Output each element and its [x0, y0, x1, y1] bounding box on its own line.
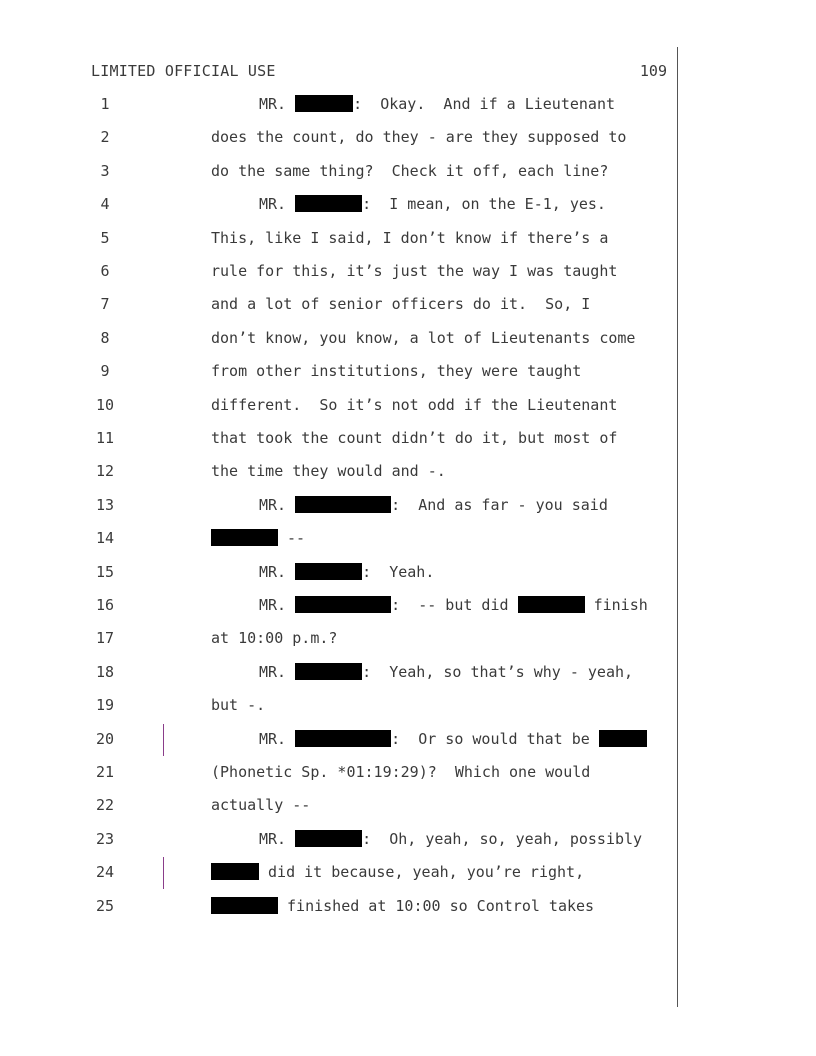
line-text	[211, 897, 594, 915]
redaction-box	[295, 830, 362, 847]
transcript-line	[0, 429, 816, 453]
line-text	[211, 128, 626, 146]
line-text	[211, 529, 305, 547]
line-number: 1	[100, 95, 110, 113]
line-text	[259, 596, 648, 614]
transcript-line	[0, 95, 816, 119]
transcript-line	[0, 396, 816, 420]
transcript-line	[0, 763, 816, 787]
transcript-line	[0, 730, 816, 754]
line-text	[259, 663, 633, 681]
transcript-line	[0, 329, 816, 353]
text-segment: but -.	[211, 696, 266, 714]
line-text	[259, 563, 434, 581]
revision-bar	[163, 724, 164, 756]
text-segment: and a lot of senior officers do it. So, I	[211, 295, 591, 313]
transcript-line	[0, 229, 816, 253]
line-number: 25	[95, 897, 115, 915]
line-number: 22	[95, 796, 115, 814]
line-number: 8	[100, 329, 110, 347]
text-segment: : Yeah, so that’s why - yeah,	[362, 663, 634, 681]
classification-header: LIMITED OFFICIAL USE	[91, 62, 276, 80]
text-segment: rule for this, it’s just the way I was taught	[211, 262, 618, 280]
line-text	[259, 730, 647, 748]
transcript-line	[0, 529, 816, 553]
line-number: 15	[95, 563, 115, 581]
transcript-line	[0, 863, 816, 887]
text-segment: MR.	[259, 830, 296, 848]
text-segment: --	[278, 529, 306, 547]
line-text	[211, 462, 446, 480]
text-segment: MR.	[259, 596, 296, 614]
text-segment: : -- but did	[391, 596, 518, 614]
line-number: 4	[100, 195, 110, 213]
line-number: 17	[95, 629, 115, 647]
line-number: 23	[95, 830, 115, 848]
redaction-box	[295, 563, 362, 580]
transcript-line	[0, 362, 816, 386]
line-text	[211, 763, 590, 781]
line-text	[211, 796, 310, 814]
text-segment: at 10:00 p.m.?	[211, 629, 338, 647]
transcript-line	[0, 796, 816, 820]
line-text	[211, 162, 608, 180]
line-number: 21	[95, 763, 115, 781]
line-number: 10	[95, 396, 115, 414]
redaction-box	[211, 529, 278, 546]
text-segment: did it because, yeah, you’re right,	[259, 863, 585, 881]
text-segment: MR.	[259, 496, 296, 514]
text-segment: the time they would and -.	[211, 462, 446, 480]
line-number: 14	[95, 529, 115, 547]
text-segment: actually --	[211, 796, 311, 814]
line-text	[259, 496, 608, 514]
line-number: 16	[95, 596, 115, 614]
line-number: 24	[95, 863, 115, 881]
text-segment: : I mean, on the E-1, yes.	[362, 195, 606, 213]
text-segment: : And as far - you said	[391, 496, 608, 514]
line-text	[259, 95, 615, 113]
redaction-box	[518, 596, 585, 613]
line-text	[211, 429, 617, 447]
text-segment: MR.	[259, 195, 296, 213]
line-number: 18	[95, 663, 115, 681]
line-number: 12	[95, 462, 115, 480]
line-number: 20	[95, 730, 115, 748]
line-text	[211, 396, 617, 414]
text-segment: don’t know, you know, a lot of Lieutenants come	[211, 329, 636, 347]
text-segment: that took the count didn’t do it, but most of	[211, 429, 618, 447]
line-text	[259, 195, 606, 213]
transcript-line	[0, 496, 816, 520]
text-segment: do the same thing? Check it off, each line?	[211, 162, 609, 180]
line-number: 19	[95, 696, 115, 714]
line-number: 2	[100, 128, 110, 146]
redaction-box	[295, 596, 391, 613]
text-segment: does the count, do they - are they supposed to	[211, 128, 627, 146]
transcript-line	[0, 629, 816, 653]
page-number: 109	[639, 62, 667, 80]
transcript-line	[0, 162, 816, 186]
text-segment: finish	[584, 596, 648, 614]
text-segment: MR.	[259, 730, 296, 748]
line-text	[211, 262, 617, 280]
transcript-line	[0, 596, 816, 620]
line-number: 5	[100, 229, 110, 247]
redaction-box	[295, 730, 391, 747]
line-text	[211, 629, 337, 647]
line-text	[259, 830, 642, 848]
text-segment: from other institutions, they were taught	[211, 362, 582, 380]
text-segment: : Yeah.	[362, 563, 435, 581]
line-text	[211, 696, 265, 714]
transcript-line	[0, 195, 816, 219]
redaction-box	[295, 663, 362, 680]
revision-bar	[163, 857, 164, 889]
text-segment: : Okay. And if a Lieutenant	[353, 95, 616, 113]
transcript-line	[0, 830, 816, 854]
line-text	[211, 362, 581, 380]
redaction-box	[295, 195, 362, 212]
line-text	[211, 295, 590, 313]
redaction-box	[295, 496, 391, 513]
line-number: 13	[95, 496, 115, 514]
transcript-line	[0, 563, 816, 587]
line-text	[211, 863, 584, 881]
transcript-line	[0, 462, 816, 486]
text-segment: This, like I said, I don’t know if there’s a	[211, 229, 609, 247]
redaction-box	[295, 95, 353, 112]
text-segment: : Oh, yeah, so, yeah, possibly	[362, 830, 643, 848]
redaction-box	[211, 863, 259, 880]
line-number: 6	[100, 262, 110, 280]
text-segment: finished at 10:00 so Control takes	[278, 897, 595, 915]
transcript-line	[0, 663, 816, 687]
transcript-line	[0, 897, 816, 921]
line-text	[211, 229, 608, 247]
text-segment: different. So it’s not odd if the Lieutenant	[211, 396, 618, 414]
text-segment: MR.	[259, 663, 296, 681]
text-segment: MR.	[259, 95, 296, 113]
line-number: 9	[100, 362, 110, 380]
transcript-line	[0, 696, 816, 720]
redaction-box	[211, 897, 278, 914]
transcript-line	[0, 262, 816, 286]
text-segment: MR.	[259, 563, 296, 581]
line-number: 7	[100, 295, 110, 313]
transcript-line	[0, 295, 816, 319]
redaction-box	[599, 730, 647, 747]
line-text	[211, 329, 635, 347]
transcript-line	[0, 128, 816, 152]
line-number: 3	[100, 162, 110, 180]
text-segment: (Phonetic Sp. *01:19:29)? Which one would	[211, 763, 591, 781]
line-number: 11	[95, 429, 115, 447]
text-segment: : Or so would that be	[391, 730, 599, 748]
